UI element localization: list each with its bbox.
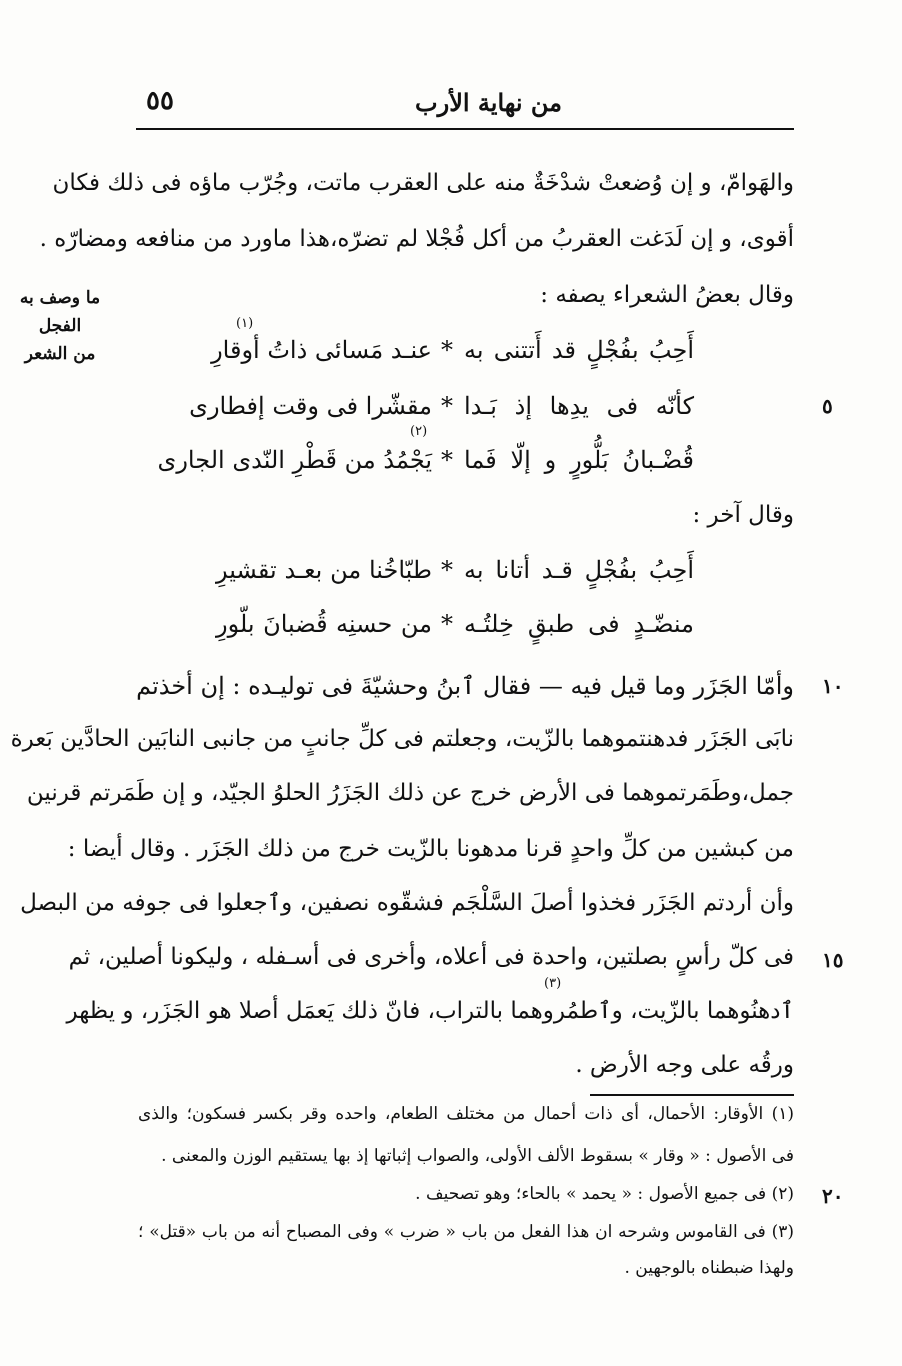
text-line: وأمّا الجَزَر وما قيل فيه — فقال ٱبنُ وحشيّةَ فى توليـده : إن أخذتم	[136, 672, 794, 700]
footnote-ref: (٣)	[544, 976, 562, 991]
verse-hemistich: يَجْمُدُ من قَطْرِ النّدى الجارى	[157, 446, 432, 474]
header-rule	[136, 128, 794, 130]
footnote-ref: (١)	[236, 316, 254, 331]
line-number: ١٠	[822, 674, 844, 698]
text-line: ٱدهنُوهما بالزّيت، وٱطمُروهما بالتراب، فانّ ذلك يَعمَل أصلا هو الجَزَر، و يظهر	[66, 998, 794, 1024]
verse-separator: *	[441, 336, 453, 364]
footnote-ref: (٢)	[410, 424, 428, 439]
footnote-rule	[590, 1094, 794, 1096]
verse-separator: *	[441, 556, 453, 584]
page-number: ٥٥	[146, 86, 174, 116]
verse-separator: *	[441, 610, 453, 638]
margin-note	[4, 284, 116, 368]
text-line: جمل،وطَمَرتموهما فى الأرض خرج عن ذلك الجَزَرُ الحلوُ الجيّد، و إن طَمَرتم قرنين	[26, 780, 794, 806]
verse-hemistich: كأنّه فى يدِها إذ بَـدا	[464, 392, 694, 420]
line-number: ٢٠	[822, 1184, 844, 1208]
verse-intro: وقال آخر :	[692, 502, 794, 528]
verse-hemistich: من حسنِه قُضبانَ بلّورِ	[216, 610, 432, 638]
verse-separator: *	[441, 446, 453, 474]
verse-hemistich: أَحِبُ بفُجْلٍ قـد أتانا به	[464, 556, 694, 584]
verse-hemistich: منضّـدٍ فى طبقٍ خِلتُـه	[464, 610, 694, 638]
margin-note-line: من الشعر	[24, 344, 96, 364]
line-number: ٥	[822, 394, 833, 418]
verse-intro: وقال بعضُ الشعراء يصفه :	[540, 282, 794, 308]
margin-note-line: ما وصف به الفجل	[19, 288, 101, 336]
footnote-line: (٣) فى القاموس وشرحه ان هذا الفعل من باب « ضرب » وفى المصباح أنه من باب «قتل» ؛	[138, 1222, 794, 1242]
text-line: والهَوامّ، و إن وُضعتْ شدْخَةٌ منه على العقرب ماتت، وجُرّب ماؤه فى ذلك فكان	[52, 170, 794, 196]
footnote-line: فى الأصول : « وقار » بسقوط الألف الأولى، والصواب إثباتها إذ بها يستقيم الوزن والمعنى .	[161, 1146, 794, 1166]
text-line: ورقُه على وجه الأرض .	[575, 1052, 794, 1078]
verse-hemistich: طبّاخُنا من بعـد تقشيرِ	[216, 556, 432, 584]
text-line: من كبشين من كلِّ واحدٍ قرنا مدهونا بالزّيت خرج من ذلك الجَزَر . وقال أيضا :	[67, 836, 794, 862]
page-header	[138, 84, 794, 124]
verse-hemistich: مقشّرا فى وقت إفطارى	[189, 392, 432, 420]
text-line: نابَى الجَزَر فدهنتموهما بالزّيت، وجعلتم فى كلِّ جانبٍ من جانبى النابَين الحادَّين بَعرة	[10, 726, 794, 752]
footnote-line: ولهذا ضبطناه بالوجهين .	[624, 1258, 794, 1278]
verse-hemistich: عنـد مَسائى ذاتُ أوقارِ	[211, 336, 432, 364]
verse-separator: *	[441, 392, 453, 420]
text-line: أقوى، و إن لَدَغت العقربُ من أكل فُجْلا لم تضرّه،هذا ماورد من منافعه ومضارّه .	[39, 226, 794, 252]
footnote-line: (١) الأوقار: الأحمال، أى ذات أحمال من مختلف الطعام، واحده وقر بكسر فسكون؛ والذى	[138, 1104, 794, 1124]
footnote-line: (٢) فى جميع الأصول : « يحمد » بالحاء؛ وهو تصحيف .	[415, 1184, 794, 1204]
running-title: من نهاية الأرب	[415, 88, 562, 117]
verse-hemistich: أَحِبُ بفُجْلٍ قد أَتتنى به	[464, 336, 694, 364]
verse-hemistich: قُضْـبانُ بَلُّورٍ و إلّا فَما	[464, 446, 694, 474]
text-line: وأن أردتم الجَزَر فخذوا أصلَ السَّلْجَم فشقّوه نصفين، وٱجعلوا فى جوفه من البصل	[20, 890, 794, 916]
text-line: فى كلّ رأسٍ بصلتين، واحدة فى أعلاه، وأخرى فى أسـفله ، وليكونا أصلين، ثم	[68, 944, 794, 970]
line-number: ١٥	[822, 948, 844, 972]
